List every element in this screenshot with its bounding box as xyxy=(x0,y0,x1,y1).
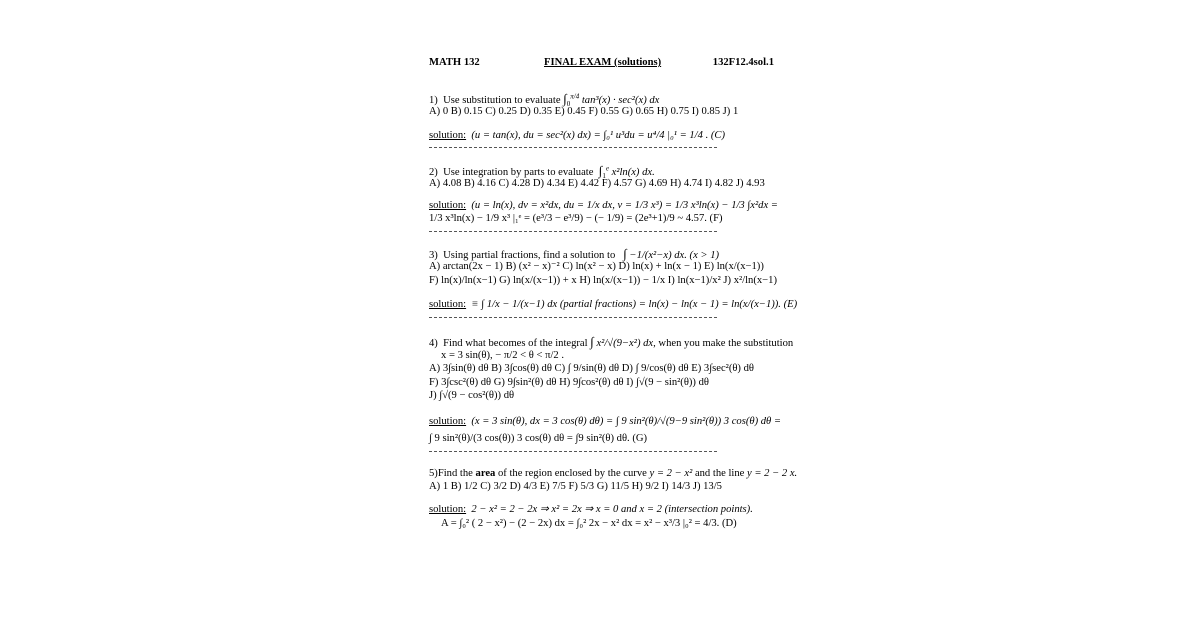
problem-2-solution-line-1: solution: (u = ln(x), dv = x²dx, du = 1/x dx, v = 1/3 x³) = 1/3 x³ln(x) − 1/3 ∫x²dx = xyxy=(429,200,778,211)
problem-2-choices: A) 4.08 B) 4.16 C) 4.28 D) 4.34 E) 4.42 F) 4.57 G) 4.69 H) 4.74 I) 4.82 J) 4.93 xyxy=(429,178,765,189)
problem-4-question: 4) Find what becomes of the integral ∫ x²/√(9−x²) dx, when you make the substitution xyxy=(429,334,794,349)
course-label: MATH 132 xyxy=(429,57,480,68)
problem-4-solution-line-1: solution: (x = 3 sin(θ), dx = 3 cos(θ) dθ) = ∫ 9 sin²(θ)/√(9−9 sin²(θ)) 3 cos(θ) dθ = xyxy=(429,416,782,427)
divider xyxy=(429,231,717,232)
divider xyxy=(429,317,717,318)
problem-1-question: 1) Use substitution to evaluate $\int_0^{\pi/4}$ tan³(x) · sec²(x) dx xyxy=(429,91,660,109)
problem-4-solution-line-2: ∫ 9 sin²(θ)/(3 cos(θ)) 3 cos(θ) dθ = ∫9 sin²(θ) dθ. (G) xyxy=(429,433,648,444)
problem-1-solution: solution: (u = tan(x), du = sec²(x) dx) = ∫₀¹ u³du = u⁴/4 |₀¹ = 1/4 . (C) xyxy=(429,130,725,141)
problem-2-question: 2) Use integration by parts to evaluate $\int_1^e$ x²ln(x) dx. xyxy=(429,163,655,181)
exam-header xyxy=(429,57,774,71)
problem-1-integrand: tan³(x) · sec²(x) dx xyxy=(581,95,660,106)
problem-3-choices-line-1: A) arctan(2x − 1) B) (x² − x)⁻² C) ln(x² − x) D) ln(x) + ln(x − 1) E) ln(x/(x−1)) xyxy=(429,261,764,272)
problem-3-integrand: −1/(x²−x) dx. (x > 1) xyxy=(629,250,720,261)
problem-4-choices-line-1: A) 3∫sin(θ) dθ B) 3∫cos(θ) dθ C) ∫ 9/sin(θ) dθ D) ∫ 9/cos(θ) dθ E) 3∫sec²(θ) dθ xyxy=(429,363,754,374)
problem-4-choices-line-2: F) 3∫csc²(θ) dθ G) 9∫sin²(θ) dθ H) 9∫cos²(θ) dθ I) ∫√(9 − sin²(θ)) dθ xyxy=(429,377,709,388)
problem-5-choices: A) 1 B) 1/2 C) 3/2 D) 4/3 E) 7/5 F) 5/3 G) 11/5 H) 9/2 I) 14/3 J) 13/5 xyxy=(429,481,722,492)
problem-2-solution-line-2: 1/3 x³ln(x) − 1/9 x³ |₁ᵉ = (e³/3 − e³/9) − (− 1/9) = (2e³+1)/9 ~ 4.57. (F) xyxy=(429,213,723,224)
problem-4-choices-line-3: J) ∫√(9 − cos²(θ)) dθ xyxy=(429,390,515,401)
exam-title: FINAL EXAM (solutions) xyxy=(544,57,662,68)
problem-5-solution-line-2: A = ∫₀² ( 2 − x²) − (2 − 2x) dx = ∫₀² 2x − x² dx = x² − x³/3 |₀² = 4/3. (D) xyxy=(441,518,737,529)
divider xyxy=(429,451,717,452)
problem-3-solution: solution: ≡ ∫ 1/x − 1/(x−1) dx (partial fractions) = ln(x) − ln(x − 1) = ln(x/(x−1)). (E) xyxy=(429,299,798,310)
problem-5-question: 5)Find the area of the region enclosed by the curve y = 2 − x² and the line y = 2 − 2 x. xyxy=(429,468,798,479)
exam-code: 132F12.4sol.1 xyxy=(712,57,774,68)
problem-3-choices-line-2: F) ln(x)/ln(x−1) G) ln(x/(x−1)) + x H) ln(x/(x−1)) − 1/x I) ln(x−1)/x² J) x²/ln(x−1) xyxy=(429,275,777,286)
problem-1-choices: A) 0 B) 0.15 C) 0.25 D) 0.35 E) 0.45 F) 0.55 G) 0.65 H) 0.75 I) 0.85 J) 1 xyxy=(429,106,739,117)
area-keyword: area xyxy=(475,468,496,479)
problem-4-integrand: x²/√(9−x²) dx, xyxy=(596,338,656,349)
problem-2-integrand: x²ln(x) dx. xyxy=(611,167,655,178)
problem-4-substitution: x = 3 sin(θ), − π/2 < θ < π/2 . xyxy=(441,350,565,361)
divider xyxy=(429,147,717,148)
problem-3-question: 3) Using partial fractions, find a solution to ∫ −1/(x²−x) dx. (x > 1) xyxy=(429,246,720,261)
problem-5-solution-line-1: solution: 2 − x² = 2 − 2x ⇒ x² = 2x ⇒ x = 0 and x = 2 (intersection points). xyxy=(429,504,753,515)
